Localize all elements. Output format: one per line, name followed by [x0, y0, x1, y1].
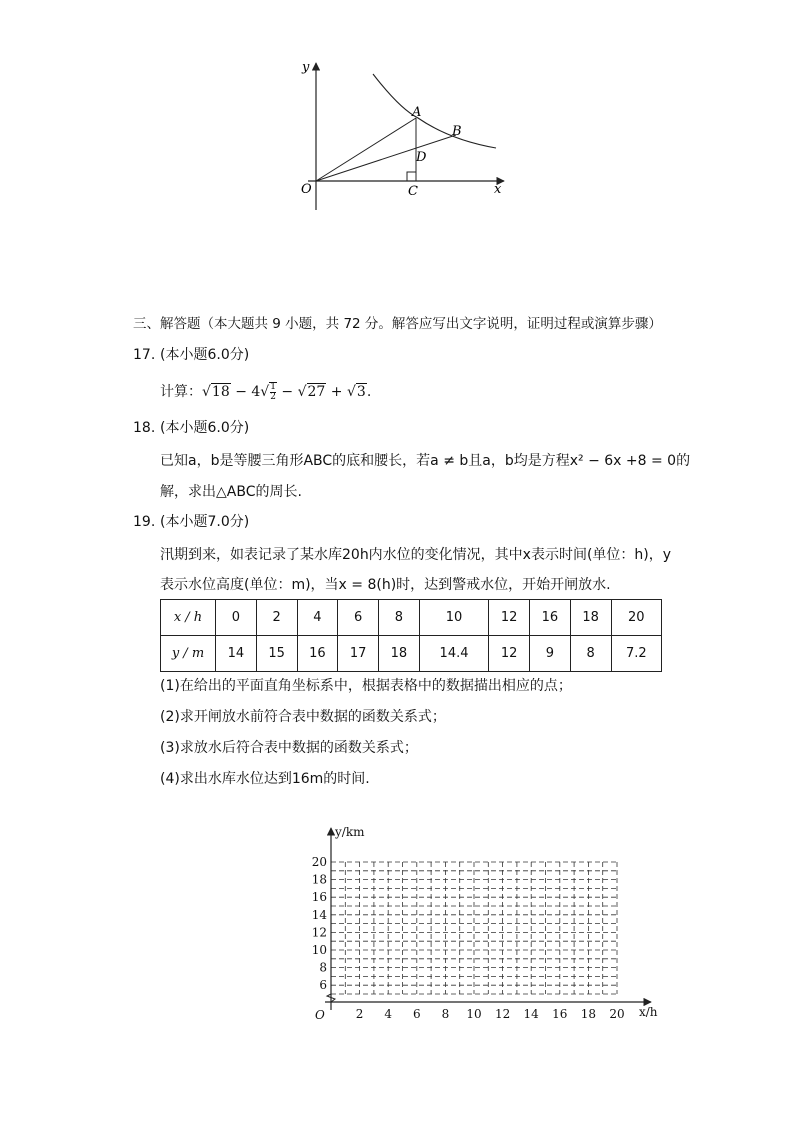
y-tick-label: 12 [311, 925, 327, 940]
q19-line1: 汛期到来，如表记录了某水库20h内水位的变化情况，其中x表示时间(单位：h)，y [160, 547, 672, 563]
q19-line2: 表示水位高度(单位：m)，当x = 8(h)时，达到警戒水位，开始开闸放水. [160, 577, 611, 593]
table-cell: 7.2 [611, 636, 661, 672]
q18-score: (本小题6.0分) [160, 420, 250, 436]
sqrt-3: √3 [346, 384, 366, 400]
origin-label: O [301, 182, 312, 197]
table-cell: 18 [570, 600, 611, 636]
q19-sub4: (4)求出水库水位达到16m的时间. [160, 771, 370, 787]
y-tick-label: 20 [311, 855, 327, 869]
coordinate-grid-chart [295, 820, 675, 1030]
q17-plus: + [330, 384, 343, 400]
segment-OB [316, 135, 456, 181]
frac-denominator: 2 [270, 392, 276, 402]
table-cell: 6 [338, 600, 379, 636]
y-axis-label: y/km [335, 825, 365, 839]
table-cell: 14.4 [419, 636, 489, 672]
frac-numerator: 1 [270, 382, 276, 392]
q18-line2: 解，求出△ABC的周长. [160, 484, 302, 500]
sqrt-27: √27 [297, 384, 326, 400]
point-D-label: D [416, 150, 427, 165]
y-tick-label: 16 [311, 890, 327, 905]
table-cell: 16 [297, 636, 338, 672]
section-heading: 三、解答题（本大题共 9 小题，共 72 分。解答应写出文字说明，证明过程或演算步骤） [133, 316, 662, 332]
table-cell: 16 [530, 600, 571, 636]
table-cell: 12 [489, 600, 530, 636]
x-axis-label: x [494, 182, 502, 197]
x-tick-label: 20 [609, 1007, 625, 1021]
table-cell: 12 [489, 636, 530, 672]
x-tick-label: 14 [523, 1007, 539, 1021]
q19-score: (本小题7.0分) [160, 514, 250, 530]
table-header-x: x / h [161, 600, 216, 636]
water-level-table [160, 599, 662, 672]
table-cell: 18 [379, 636, 420, 672]
radicand-27: 27 [307, 384, 326, 400]
q17-expression [160, 380, 371, 404]
q17-prefix: 计算： [160, 384, 202, 400]
point-C-label: C [408, 184, 418, 199]
table-cell: 17 [338, 636, 379, 672]
y-tick-label: 10 [311, 943, 327, 957]
table-cell: 10 [419, 600, 489, 636]
table-row-y [161, 636, 662, 672]
x-tick-label: 16 [552, 1007, 568, 1021]
point-A-label: A [412, 105, 422, 120]
x-tick-label: 4 [384, 1007, 393, 1021]
table-cell: 9 [530, 636, 571, 672]
q17-minus-four: − 4 [235, 384, 261, 400]
point-B-label: B [452, 124, 462, 139]
x-tick-label: 2 [355, 1007, 364, 1021]
q18-line1: 已知a，b是等腰三角形ABC的底和腰长，若a ≠ b且a，b均是方程x² − 6x +8 = 0的 [160, 453, 691, 469]
sqrt-half: √ $\frac{1}{2}$ [260, 382, 276, 402]
y-tick-label: 18 [311, 872, 327, 887]
q19-sub2: (2)求开闸放水前符合表中数据的函数关系式； [160, 709, 446, 725]
table-cell: 14 [216, 636, 257, 672]
q18-number: 18. [133, 420, 156, 436]
table-cell: 4 [297, 600, 338, 636]
segment-OA [316, 118, 416, 181]
x-tick-label: 18 [580, 1007, 597, 1021]
table-row-x [161, 600, 662, 636]
x-tick-label: 8 [441, 1007, 450, 1021]
table-cell: 0 [216, 600, 257, 636]
q19-sub3: (3)求放水后符合表中数据的函数关系式； [160, 740, 418, 756]
geometry-figure [280, 55, 520, 220]
radicand-18: 18 [211, 384, 230, 400]
x-tick-label: 12 [494, 1007, 511, 1021]
q17-number: 17. [133, 347, 156, 363]
table-cell: 8 [570, 636, 611, 672]
radicand-3: 3 [356, 384, 366, 400]
q19-sub1: (1)在给出的平面直角坐标系中，根据表格中的数据描出相应的点； [160, 678, 572, 694]
y-tick-label: 14 [311, 907, 327, 922]
q17-minus: − [281, 384, 294, 400]
x-axis-label: x/h [639, 1005, 658, 1019]
q17-end: . [366, 384, 372, 400]
origin-label: O [315, 1008, 325, 1022]
right-angle-mark [407, 172, 416, 181]
q19-number: 19. [133, 514, 156, 530]
table-cell: 2 [256, 600, 297, 636]
y-tick-label: 8 [319, 960, 327, 975]
table-cell: 15 [256, 636, 297, 672]
x-tick-label: 6 [412, 1007, 421, 1021]
table-header-y: y / m [161, 636, 216, 672]
y-axis-label: y [302, 60, 310, 75]
q17-score: (本小题6.0分) [160, 347, 250, 363]
sqrt-18: √18 [202, 384, 230, 400]
table-cell: 20 [611, 600, 661, 636]
hyperbola-curve [373, 74, 496, 148]
table-cell: 8 [379, 600, 420, 636]
x-tick-label: 10 [466, 1007, 482, 1021]
y-tick-label: 6 [319, 978, 327, 993]
